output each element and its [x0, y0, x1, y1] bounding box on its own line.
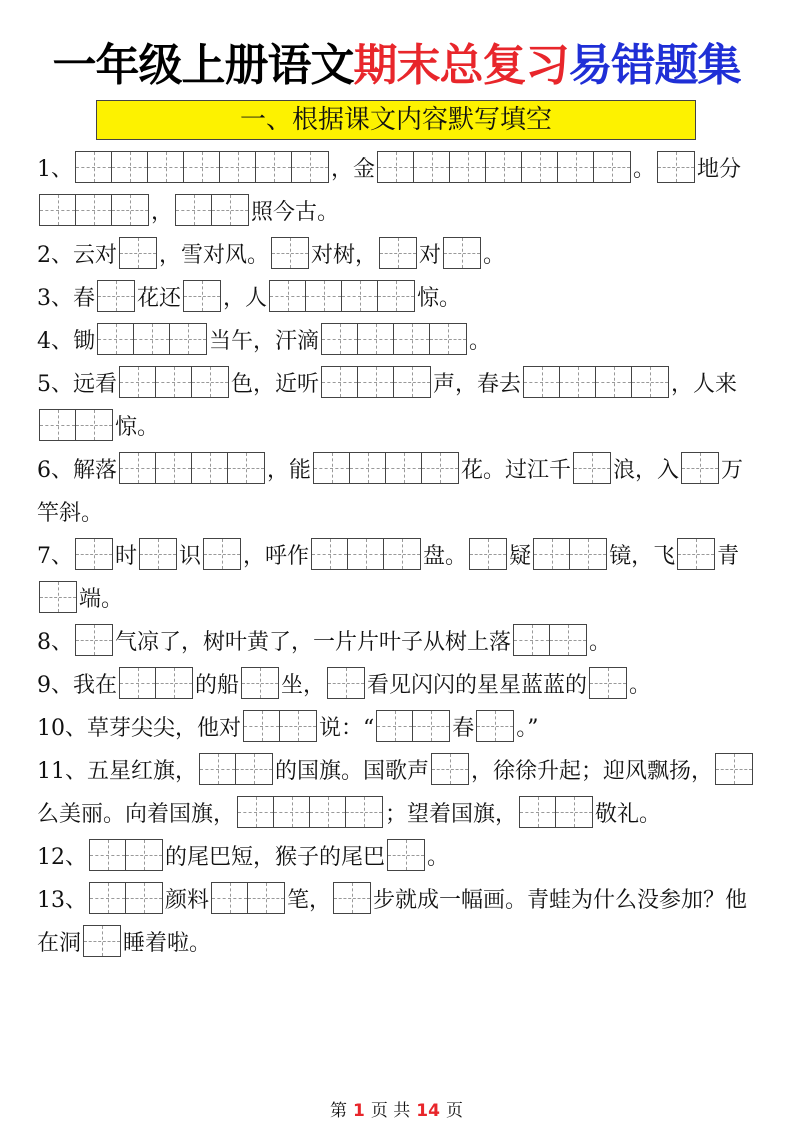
writing-box-group[interactable]	[443, 237, 481, 269]
writing-box-group[interactable]	[715, 753, 753, 785]
tianzige-cell[interactable]	[76, 195, 112, 225]
page-title	[0, 38, 793, 94]
writing-box-group[interactable]	[476, 710, 514, 742]
tianzige-cell[interactable]	[378, 152, 414, 182]
tianzige-cell[interactable]	[126, 883, 162, 913]
question-text: 时	[115, 544, 138, 569]
tianzige-cell[interactable]	[590, 668, 626, 698]
tianzige-cell[interactable]	[556, 797, 592, 827]
tianzige-cell[interactable]	[444, 238, 480, 268]
tianzige-cell[interactable]	[204, 539, 240, 569]
tianzige-cell[interactable]	[220, 152, 256, 182]
question-text: 色，近听	[231, 372, 320, 397]
question-text: 识	[179, 544, 202, 569]
question-item	[37, 664, 757, 707]
tianzige-cell[interactable]	[534, 539, 570, 569]
writing-box-group[interactable]	[183, 280, 221, 312]
writing-box-group[interactable]	[321, 323, 467, 355]
question-text: 颜料	[165, 888, 210, 913]
tianzige-cell[interactable]	[90, 883, 126, 913]
question-text: 10、草芽尖尖，他对	[37, 716, 241, 741]
tianzige-cell[interactable]	[520, 797, 556, 827]
tianzige-cell[interactable]	[212, 883, 248, 913]
question-text: 万竿斜。	[37, 458, 744, 526]
writing-box-group[interactable]	[139, 538, 177, 570]
title-grade: 一年级上册语文	[52, 40, 354, 91]
question-text: 疑	[509, 544, 532, 569]
tianzige-cell[interactable]	[272, 238, 308, 268]
writing-box-group[interactable]	[589, 667, 627, 699]
tianzige-cell[interactable]	[558, 152, 594, 182]
tianzige-cell[interactable]	[596, 367, 632, 397]
tianzige-cell[interactable]	[238, 797, 274, 827]
title-errors: 易错题集	[568, 40, 741, 91]
question-text: 。	[629, 673, 652, 698]
writing-box-group[interactable]	[327, 667, 365, 699]
tianzige-cell[interactable]	[76, 625, 112, 655]
question-text: 步就成一幅画。青蛙为什么没参加？他在洞	[37, 888, 748, 956]
writing-box-group[interactable]	[677, 538, 715, 570]
question-text: 敬礼。	[595, 802, 662, 827]
tianzige-cell[interactable]	[430, 324, 466, 354]
question-text: 13、	[37, 888, 87, 913]
tianzige-cell[interactable]	[270, 281, 306, 311]
question-text: 1、	[37, 157, 73, 182]
tianzige-cell[interactable]	[486, 152, 522, 182]
writing-box-group[interactable]	[469, 538, 507, 570]
question-text: 惊。	[115, 415, 160, 440]
writing-box-group[interactable]	[199, 753, 273, 785]
tianzige-cell[interactable]	[126, 840, 162, 870]
tianzige-cell[interactable]	[140, 539, 176, 569]
question-text: 说：“	[319, 716, 375, 741]
question-item	[37, 836, 757, 879]
tianzige-cell[interactable]	[280, 711, 316, 741]
tianzige-cell[interactable]	[380, 238, 416, 268]
tianzige-cell[interactable]	[682, 453, 718, 483]
footer-prefix: 第	[330, 1101, 348, 1121]
tianzige-cell[interactable]	[334, 883, 370, 913]
question-list	[37, 148, 757, 965]
writing-box-group[interactable]	[119, 366, 229, 398]
tianzige-cell[interactable]	[120, 238, 156, 268]
question-text: 4、锄	[37, 329, 95, 354]
tianzige-cell[interactable]	[200, 754, 236, 784]
tianzige-cell[interactable]	[560, 367, 596, 397]
tianzige-cell[interactable]	[76, 152, 112, 182]
writing-box-group[interactable]	[211, 882, 285, 914]
question-text: ，人来	[671, 372, 738, 397]
question-text: 么美丽。向着国旗，	[37, 802, 236, 827]
writing-box-group[interactable]	[89, 839, 163, 871]
tianzige-cell[interactable]	[292, 152, 328, 182]
tianzige-cell[interactable]	[176, 195, 212, 225]
question-text: ，人	[223, 286, 268, 311]
tianzige-cell[interactable]	[450, 152, 486, 182]
question-item	[37, 707, 757, 750]
section-heading: 一、根据课文内容默写填空	[96, 100, 696, 140]
question-text: 3、春	[37, 286, 95, 311]
question-text: ，能	[267, 458, 312, 483]
tianzige-cell[interactable]	[134, 324, 170, 354]
writing-box-group[interactable]	[83, 925, 121, 957]
tianzige-cell[interactable]	[358, 367, 394, 397]
question-text: ，金	[331, 157, 376, 182]
question-text: 。	[589, 630, 612, 655]
tianzige-cell[interactable]	[148, 152, 184, 182]
tianzige-cell[interactable]	[310, 797, 346, 827]
tianzige-cell[interactable]	[358, 324, 394, 354]
writing-box-group[interactable]	[523, 366, 669, 398]
tianzige-cell[interactable]	[414, 152, 450, 182]
footer-middle: 页 共	[370, 1101, 411, 1121]
writing-box-group[interactable]	[333, 882, 371, 914]
question-item	[37, 234, 757, 277]
tianzige-cell[interactable]	[84, 926, 120, 956]
tianzige-cell[interactable]	[350, 453, 386, 483]
writing-box-group[interactable]	[241, 667, 279, 699]
question-text: 坐，	[281, 673, 326, 698]
writing-box-group[interactable]	[573, 452, 611, 484]
writing-box-group[interactable]	[533, 538, 607, 570]
tianzige-cell[interactable]	[514, 625, 550, 655]
writing-box-group[interactable]	[97, 323, 207, 355]
tianzige-cell[interactable]	[156, 367, 192, 397]
writing-box-group[interactable]	[97, 280, 135, 312]
question-item	[37, 750, 757, 836]
question-item	[37, 320, 757, 363]
tianzige-cell[interactable]	[242, 668, 278, 698]
tianzige-cell[interactable]	[40, 410, 76, 440]
writing-box-group[interactable]	[377, 151, 631, 183]
question-text: 8、	[37, 630, 73, 655]
page-total: 14	[416, 1101, 440, 1121]
question-text: 镜，飞	[609, 544, 676, 569]
question-item	[37, 148, 757, 234]
tianzige-cell[interactable]	[228, 453, 264, 483]
tianzige-cell[interactable]	[594, 152, 630, 182]
tianzige-cell[interactable]	[314, 453, 350, 483]
page-number: 1	[353, 1101, 365, 1121]
tianzige-cell[interactable]	[716, 754, 752, 784]
question-text: 的船	[195, 673, 240, 698]
writing-box-group[interactable]	[119, 237, 157, 269]
writing-box-group[interactable]	[39, 194, 149, 226]
writing-box-group[interactable]	[657, 151, 695, 183]
question-text: 地分	[697, 157, 742, 182]
tianzige-cell[interactable]	[76, 410, 112, 440]
tianzige-cell[interactable]	[120, 453, 156, 483]
question-text: 花还	[137, 286, 182, 311]
question-text: 睡着啦。	[123, 931, 212, 956]
question-text: 花。过江千	[461, 458, 572, 483]
tianzige-cell[interactable]	[346, 797, 382, 827]
writing-box-group[interactable]	[681, 452, 719, 484]
tianzige-cell[interactable]	[156, 668, 192, 698]
writing-box-group[interactable]	[119, 452, 265, 484]
question-text: 5、远看	[37, 372, 117, 397]
tianzige-cell[interactable]	[192, 453, 228, 483]
writing-box-group[interactable]	[39, 581, 77, 613]
tianzige-cell[interactable]	[120, 367, 156, 397]
tianzige-cell[interactable]	[90, 840, 126, 870]
question-text: 2、云对	[37, 243, 117, 268]
tianzige-cell[interactable]	[98, 324, 134, 354]
writing-box-group[interactable]	[269, 280, 415, 312]
tianzige-cell[interactable]	[388, 840, 424, 870]
tianzige-cell[interactable]	[394, 367, 430, 397]
tianzige-cell[interactable]	[248, 883, 284, 913]
tianzige-cell[interactable]	[522, 152, 558, 182]
title-review: 期末总复习	[353, 40, 569, 91]
page-footer	[0, 1096, 793, 1121]
question-item	[37, 363, 757, 449]
tianzige-cell[interactable]	[422, 453, 458, 483]
tianzige-cell[interactable]	[212, 195, 248, 225]
writing-box-group[interactable]	[203, 538, 241, 570]
writing-box-group[interactable]	[75, 151, 329, 183]
question-text: ，徐徐升起；迎风飘扬，	[471, 759, 714, 784]
writing-box-group[interactable]	[175, 194, 249, 226]
writing-box-group[interactable]	[519, 796, 593, 828]
question-text: 的尾巴短，猴子的尾巴	[165, 845, 386, 870]
question-item	[37, 879, 757, 965]
tianzige-cell[interactable]	[76, 539, 112, 569]
question-text: 声，春去	[433, 372, 522, 397]
tianzige-cell[interactable]	[377, 711, 413, 741]
question-text: ；望着国旗，	[385, 802, 518, 827]
writing-box-group[interactable]	[75, 538, 113, 570]
writing-box-group[interactable]	[271, 237, 309, 269]
tianzige-cell[interactable]	[678, 539, 714, 569]
writing-box-group[interactable]	[387, 839, 425, 871]
tianzige-cell[interactable]	[256, 152, 292, 182]
question-text: 11、五星红旗，	[37, 759, 197, 784]
question-text: 气凉了，树叶黄了，一片片叶子从树上落	[115, 630, 512, 655]
question-text: 。	[427, 845, 450, 870]
tianzige-cell[interactable]	[244, 711, 280, 741]
tianzige-cell[interactable]	[112, 195, 148, 225]
tianzige-cell[interactable]	[477, 711, 513, 741]
tianzige-cell[interactable]	[328, 668, 364, 698]
writing-box-group[interactable]	[513, 624, 587, 656]
tianzige-cell[interactable]	[550, 625, 586, 655]
writing-box-group[interactable]	[313, 452, 459, 484]
question-text: 对树，	[311, 243, 378, 268]
question-text: 的国旗。国歌声	[275, 759, 430, 784]
question-text: 6、解落	[37, 458, 117, 483]
tianzige-cell[interactable]	[386, 453, 422, 483]
writing-box-group[interactable]	[89, 882, 163, 914]
question-text: 7、	[37, 544, 73, 569]
tianzige-cell[interactable]	[574, 453, 610, 483]
tianzige-cell[interactable]	[40, 195, 76, 225]
tianzige-cell[interactable]	[570, 539, 606, 569]
tianzige-cell[interactable]	[470, 539, 506, 569]
question-item	[37, 621, 757, 664]
question-text: 惊。	[417, 286, 462, 311]
question-text: 青	[717, 544, 740, 569]
tianzige-cell[interactable]	[306, 281, 342, 311]
footer-suffix: 页	[445, 1101, 463, 1121]
question-text: 盘。	[423, 544, 468, 569]
tianzige-cell[interactable]	[112, 152, 148, 182]
question-text: 看见闪闪的星星蓝蓝的	[367, 673, 588, 698]
tianzige-cell[interactable]	[170, 324, 206, 354]
tianzige-cell[interactable]	[236, 754, 272, 784]
tianzige-cell[interactable]	[156, 453, 192, 483]
writing-box-group[interactable]	[39, 409, 113, 441]
question-text: 浪，入	[613, 458, 680, 483]
question-item	[37, 449, 757, 535]
tianzige-cell[interactable]	[342, 281, 378, 311]
question-text: 。”	[516, 716, 539, 741]
question-text: 。	[483, 243, 506, 268]
tianzige-cell[interactable]	[348, 539, 384, 569]
tianzige-cell[interactable]	[184, 152, 220, 182]
question-text: ，雪对风。	[159, 243, 270, 268]
tianzige-cell[interactable]	[120, 668, 156, 698]
tianzige-cell[interactable]	[384, 539, 420, 569]
question-text: 对	[419, 243, 442, 268]
question-text: 。	[469, 329, 492, 354]
writing-box-group[interactable]	[321, 366, 431, 398]
question-text: 。	[633, 157, 656, 182]
question-text: 当午，汗滴	[209, 329, 320, 354]
tianzige-cell[interactable]	[98, 281, 134, 311]
tianzige-cell[interactable]	[322, 367, 358, 397]
writing-box-group[interactable]	[379, 237, 417, 269]
tianzige-cell[interactable]	[432, 754, 468, 784]
tianzige-cell[interactable]	[312, 539, 348, 569]
question-text: ，	[151, 200, 174, 225]
tianzige-cell[interactable]	[322, 324, 358, 354]
question-text: 12、	[37, 845, 87, 870]
writing-box-group[interactable]	[243, 710, 317, 742]
tianzige-cell[interactable]	[40, 582, 76, 612]
question-text: 照今古。	[251, 200, 340, 225]
tianzige-cell[interactable]	[658, 152, 694, 182]
question-text: 9、我在	[37, 673, 117, 698]
tianzige-cell[interactable]	[632, 367, 668, 397]
writing-box-group[interactable]	[237, 796, 383, 828]
tianzige-cell[interactable]	[524, 367, 560, 397]
writing-box-group[interactable]	[431, 753, 469, 785]
writing-box-group[interactable]	[119, 667, 193, 699]
question-text: 春	[452, 716, 475, 741]
writing-box-group[interactable]	[311, 538, 421, 570]
tianzige-cell[interactable]	[378, 281, 414, 311]
tianzige-cell[interactable]	[274, 797, 310, 827]
tianzige-cell[interactable]	[394, 324, 430, 354]
question-text: 端。	[79, 587, 124, 612]
writing-box-group[interactable]	[376, 710, 450, 742]
question-text: 笔，	[287, 888, 332, 913]
tianzige-cell[interactable]	[184, 281, 220, 311]
tianzige-cell[interactable]	[413, 711, 449, 741]
writing-box-group[interactable]	[75, 624, 113, 656]
question-text: ，呼作	[243, 544, 310, 569]
tianzige-cell[interactable]	[192, 367, 228, 397]
question-item	[37, 277, 757, 320]
question-item	[37, 535, 757, 621]
